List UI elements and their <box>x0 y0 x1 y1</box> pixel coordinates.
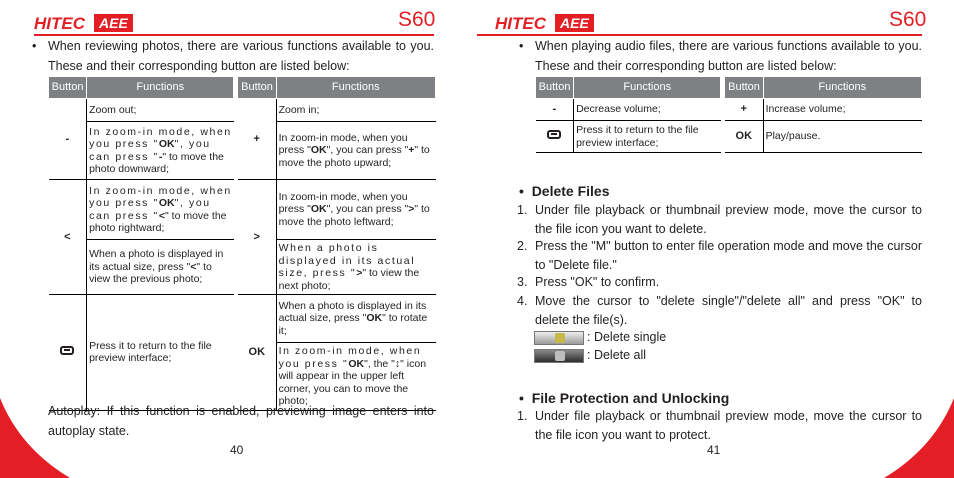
bullet-dot: • <box>519 39 524 53</box>
return-function: Press it to return to the file preview interface; <box>574 121 721 153</box>
play-pause: Play/pause. <box>763 121 921 153</box>
audio-functions-table <box>535 76 922 153</box>
model-name: S60 <box>889 8 927 31</box>
plus-button-cell: + <box>238 99 276 180</box>
photo-functions-table <box>48 76 436 411</box>
delete-single-icon <box>534 331 584 345</box>
protect-step-1: 1. Under file playback or thumbnail preview mode, move the cursor to the file icon you want to protect. <box>517 409 922 442</box>
col-header-button: Button <box>536 77 574 99</box>
left-arrow-button-cell: < <box>49 180 87 295</box>
return-button-cell <box>536 121 574 153</box>
right-arrow-button-cell: > <box>238 180 276 295</box>
col-header-functions: Functions <box>574 77 721 99</box>
col-header-button-2: Button <box>725 77 763 99</box>
col-header-button: Button <box>49 77 87 99</box>
return-icon <box>547 130 561 139</box>
page-number: 41 <box>707 443 721 457</box>
left-arrow-function-1: In zoom-in mode, when you press "OK", you can press "<" to move the photo rightward; <box>87 180 234 240</box>
delete-all-icon <box>534 349 584 363</box>
minus-function-2: In zoom-in mode, when you press "OK", you can press "-" to move the photo downward; <box>87 122 234 180</box>
delete-step-2: 2. Press the "M" button to enter file operation mode and move the cursor to "Delete file." <box>517 239 922 272</box>
autoplay-note: Autoplay: If this function is enabled, previewing image enters into autoplay state. <box>48 404 434 438</box>
photo-intro-text: When reviewing photos, there are various functions available to you. These and their corresponding button are listed below: <box>48 39 434 73</box>
move-arrows-icon: ↕ <box>394 357 401 370</box>
bullet-dot: • <box>32 39 37 53</box>
plus-function-2: In zoom-in mode, when you press "OK", you can press "+" to move the photo upward; <box>276 122 435 180</box>
audio-intro-text: When playing audio files, there are various functions available to you. These and their corresponding button are listed below: <box>535 39 922 73</box>
brand-logo-text: HITEC <box>34 14 85 33</box>
page-number: 40 <box>230 443 244 457</box>
photo-intro <box>32 36 434 76</box>
minus-button-cell: - <box>536 99 574 121</box>
brand-logo-text: HITEC <box>495 14 546 33</box>
file-protection-heading: • File Protection and Unlocking <box>519 390 730 406</box>
col-header-functions: Functions <box>87 77 234 99</box>
ok-function-1: When a photo is displayed in its actual size, press "OK" to rotate it; <box>276 295 435 343</box>
col-header-functions-2: Functions <box>276 77 435 99</box>
audio-intro <box>519 36 922 76</box>
col-header-functions-2: Functions <box>763 77 921 99</box>
delete-step-3: 3. Press "OK" to confirm. <box>517 275 660 289</box>
minus-function-1: Zoom out; <box>87 99 234 122</box>
delete-all-label: : Delete all <box>587 348 647 362</box>
col-header-button-2: Button <box>238 77 276 99</box>
return-button-cell <box>49 295 87 411</box>
delete-step-1: 1. Under file playback or thumbnail preview mode, move the cursor to the file icon you want to delete. <box>517 203 922 236</box>
brand-logo-badge: AEE <box>555 14 594 32</box>
plus-button-cell: + <box>725 99 763 121</box>
delete-step-4: 4. Move the cursor to "delete single"/"delete all" and press "OK" to delete the file(s). <box>517 294 922 327</box>
delete-files-heading: • Delete Files <box>519 183 610 199</box>
page-41 <box>477 0 954 478</box>
increase-volume: Increase volume; <box>763 99 921 121</box>
plus-function-1: Zoom in; <box>276 99 435 122</box>
return-function: Press it to return to the file preview interface; <box>87 295 234 411</box>
ok-function-2: In zoom-in mode, when you press "OK", the "↕" icon will appear in the upper left corner, you can to move the photo; <box>276 343 435 411</box>
left-arrow-function-2: When a photo is displayed in its actual size, press "<" to view the previous photo; <box>87 240 234 295</box>
delete-single-label: : Delete single <box>587 330 667 344</box>
model-name: S60 <box>398 8 436 31</box>
decrease-volume: Decrease volume; <box>574 99 721 121</box>
minus-button-cell: - <box>49 99 87 180</box>
right-arrow-function-1: In zoom-in mode, when you press "OK", you can press ">" to move the photo leftward; <box>276 180 435 240</box>
ok-button-cell: OK <box>238 295 276 411</box>
right-arrow-function-2: When a photo is displayed in its actual size, press ">" to view the next photo; <box>276 240 435 295</box>
ok-button-cell: OK <box>725 121 763 153</box>
brand-logo-badge: AEE <box>94 14 133 32</box>
return-icon <box>60 346 74 355</box>
